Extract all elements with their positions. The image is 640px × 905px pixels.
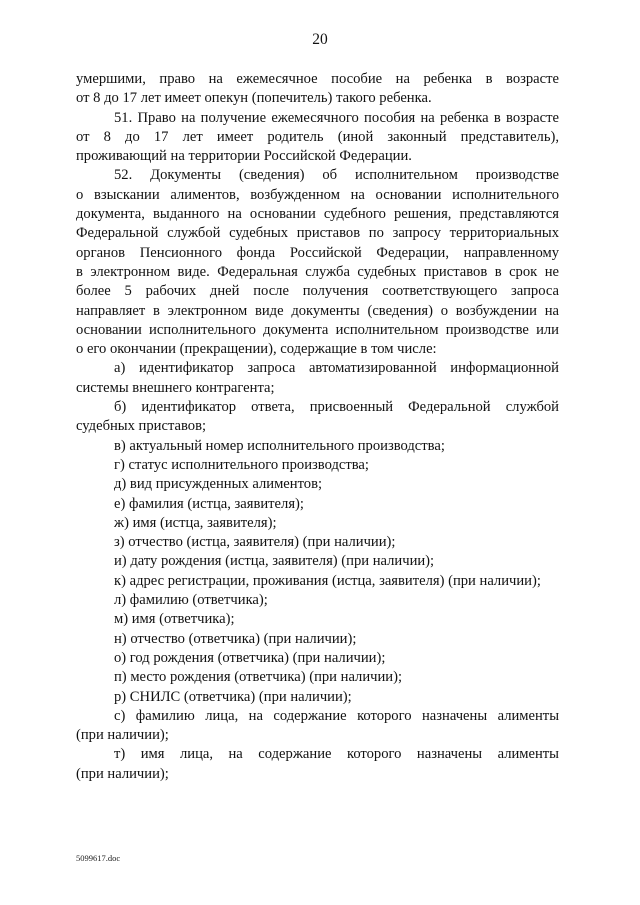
text-line: судебных приставов; [76, 418, 207, 435]
text-line: 52. Документы (сведения) об исполнительном производстве [114, 167, 559, 184]
text-line: основании исполнительного документа исполнительном производстве или [76, 321, 559, 338]
text-line: г) статус исполнительного производства; [114, 456, 369, 473]
text-line: проживающий на территории Российской Федерации. [76, 148, 412, 165]
text-line: р) СНИЛС (ответчика) (при наличии); [114, 688, 352, 705]
text-line: от 8 до 17 лет имеет опекун (попечитель) такого ребенка. [76, 90, 432, 107]
text-line: н) отчество (ответчика) (при наличии); [114, 630, 357, 647]
document-body [76, 70, 559, 784]
text-line: д) вид присужденных алиментов; [114, 476, 323, 493]
text-line: ж) имя (истца, заявителя); [114, 514, 277, 531]
text-line: о его окончании (прекращении), содержащие в том числе: [76, 341, 437, 358]
text-line: от 8 до 17 лет имеет родитель (иной законный представитель), [76, 128, 559, 145]
page-number: 20 [312, 31, 328, 48]
text-line: (при наличии); [76, 765, 169, 782]
text-line: о взыскании алиментов, возбужденном на основании исполнительного [76, 186, 559, 203]
text-line: системы внешнего контрагента; [76, 379, 275, 396]
text-line: з) отчество (истца, заявителя) (при наличии); [114, 534, 396, 551]
text-line: органов Пенсионного фонда Российской Федерации, направленному [76, 244, 559, 261]
text-line: о) год рождения (ответчика) (при наличии); [114, 649, 386, 666]
text-line: в электронном виде. Федеральная служба судебных приставов в срок не [76, 263, 559, 280]
text-line: умершими, право на ежемесячное пособие на ребенка в возрасте [76, 71, 559, 87]
footer-filename: 5099617.doc [76, 853, 121, 863]
text-line: в) актуальный номер исполнительного производства; [114, 437, 445, 454]
text-line: т) имя лица, на содержание которого назначены алименты [114, 746, 559, 763]
text-line: направляет в электронном виде документы (сведения) о возбуждении на [76, 302, 559, 319]
text-line: б) идентификатор ответа, присвоенный Федеральной службой [114, 399, 559, 416]
text-line: е) фамилия (истца, заявителя); [114, 495, 304, 512]
text-line: 51. Право на получение ежемесячного пособия на ребенка в возрасте [114, 109, 559, 126]
text-line: а) идентификатор запроса автоматизированной информационной [114, 360, 559, 377]
text-line: Федеральной службой судебных приставов по запросу территориальных [76, 225, 559, 242]
text-line: и) дату рождения (истца, заявителя) (при наличии); [114, 553, 435, 570]
text-line: более 5 рабочих дней после получения соответствующего запроса [76, 283, 559, 300]
text-line: документа, выданного на основании судебного решения, представляются [76, 206, 559, 223]
text-line: (при наличии); [76, 727, 169, 744]
text-line: л) фамилию (ответчика); [114, 592, 268, 609]
text-line: к) адрес регистрации, проживания (истца, заявителя) (при наличии); [114, 572, 541, 589]
text-line: с) фамилию лица, на содержание которого назначены алименты [114, 707, 559, 724]
text-line: п) место рождения (ответчика) (при наличии); [114, 669, 403, 686]
text-line: м) имя (ответчика); [114, 611, 235, 628]
